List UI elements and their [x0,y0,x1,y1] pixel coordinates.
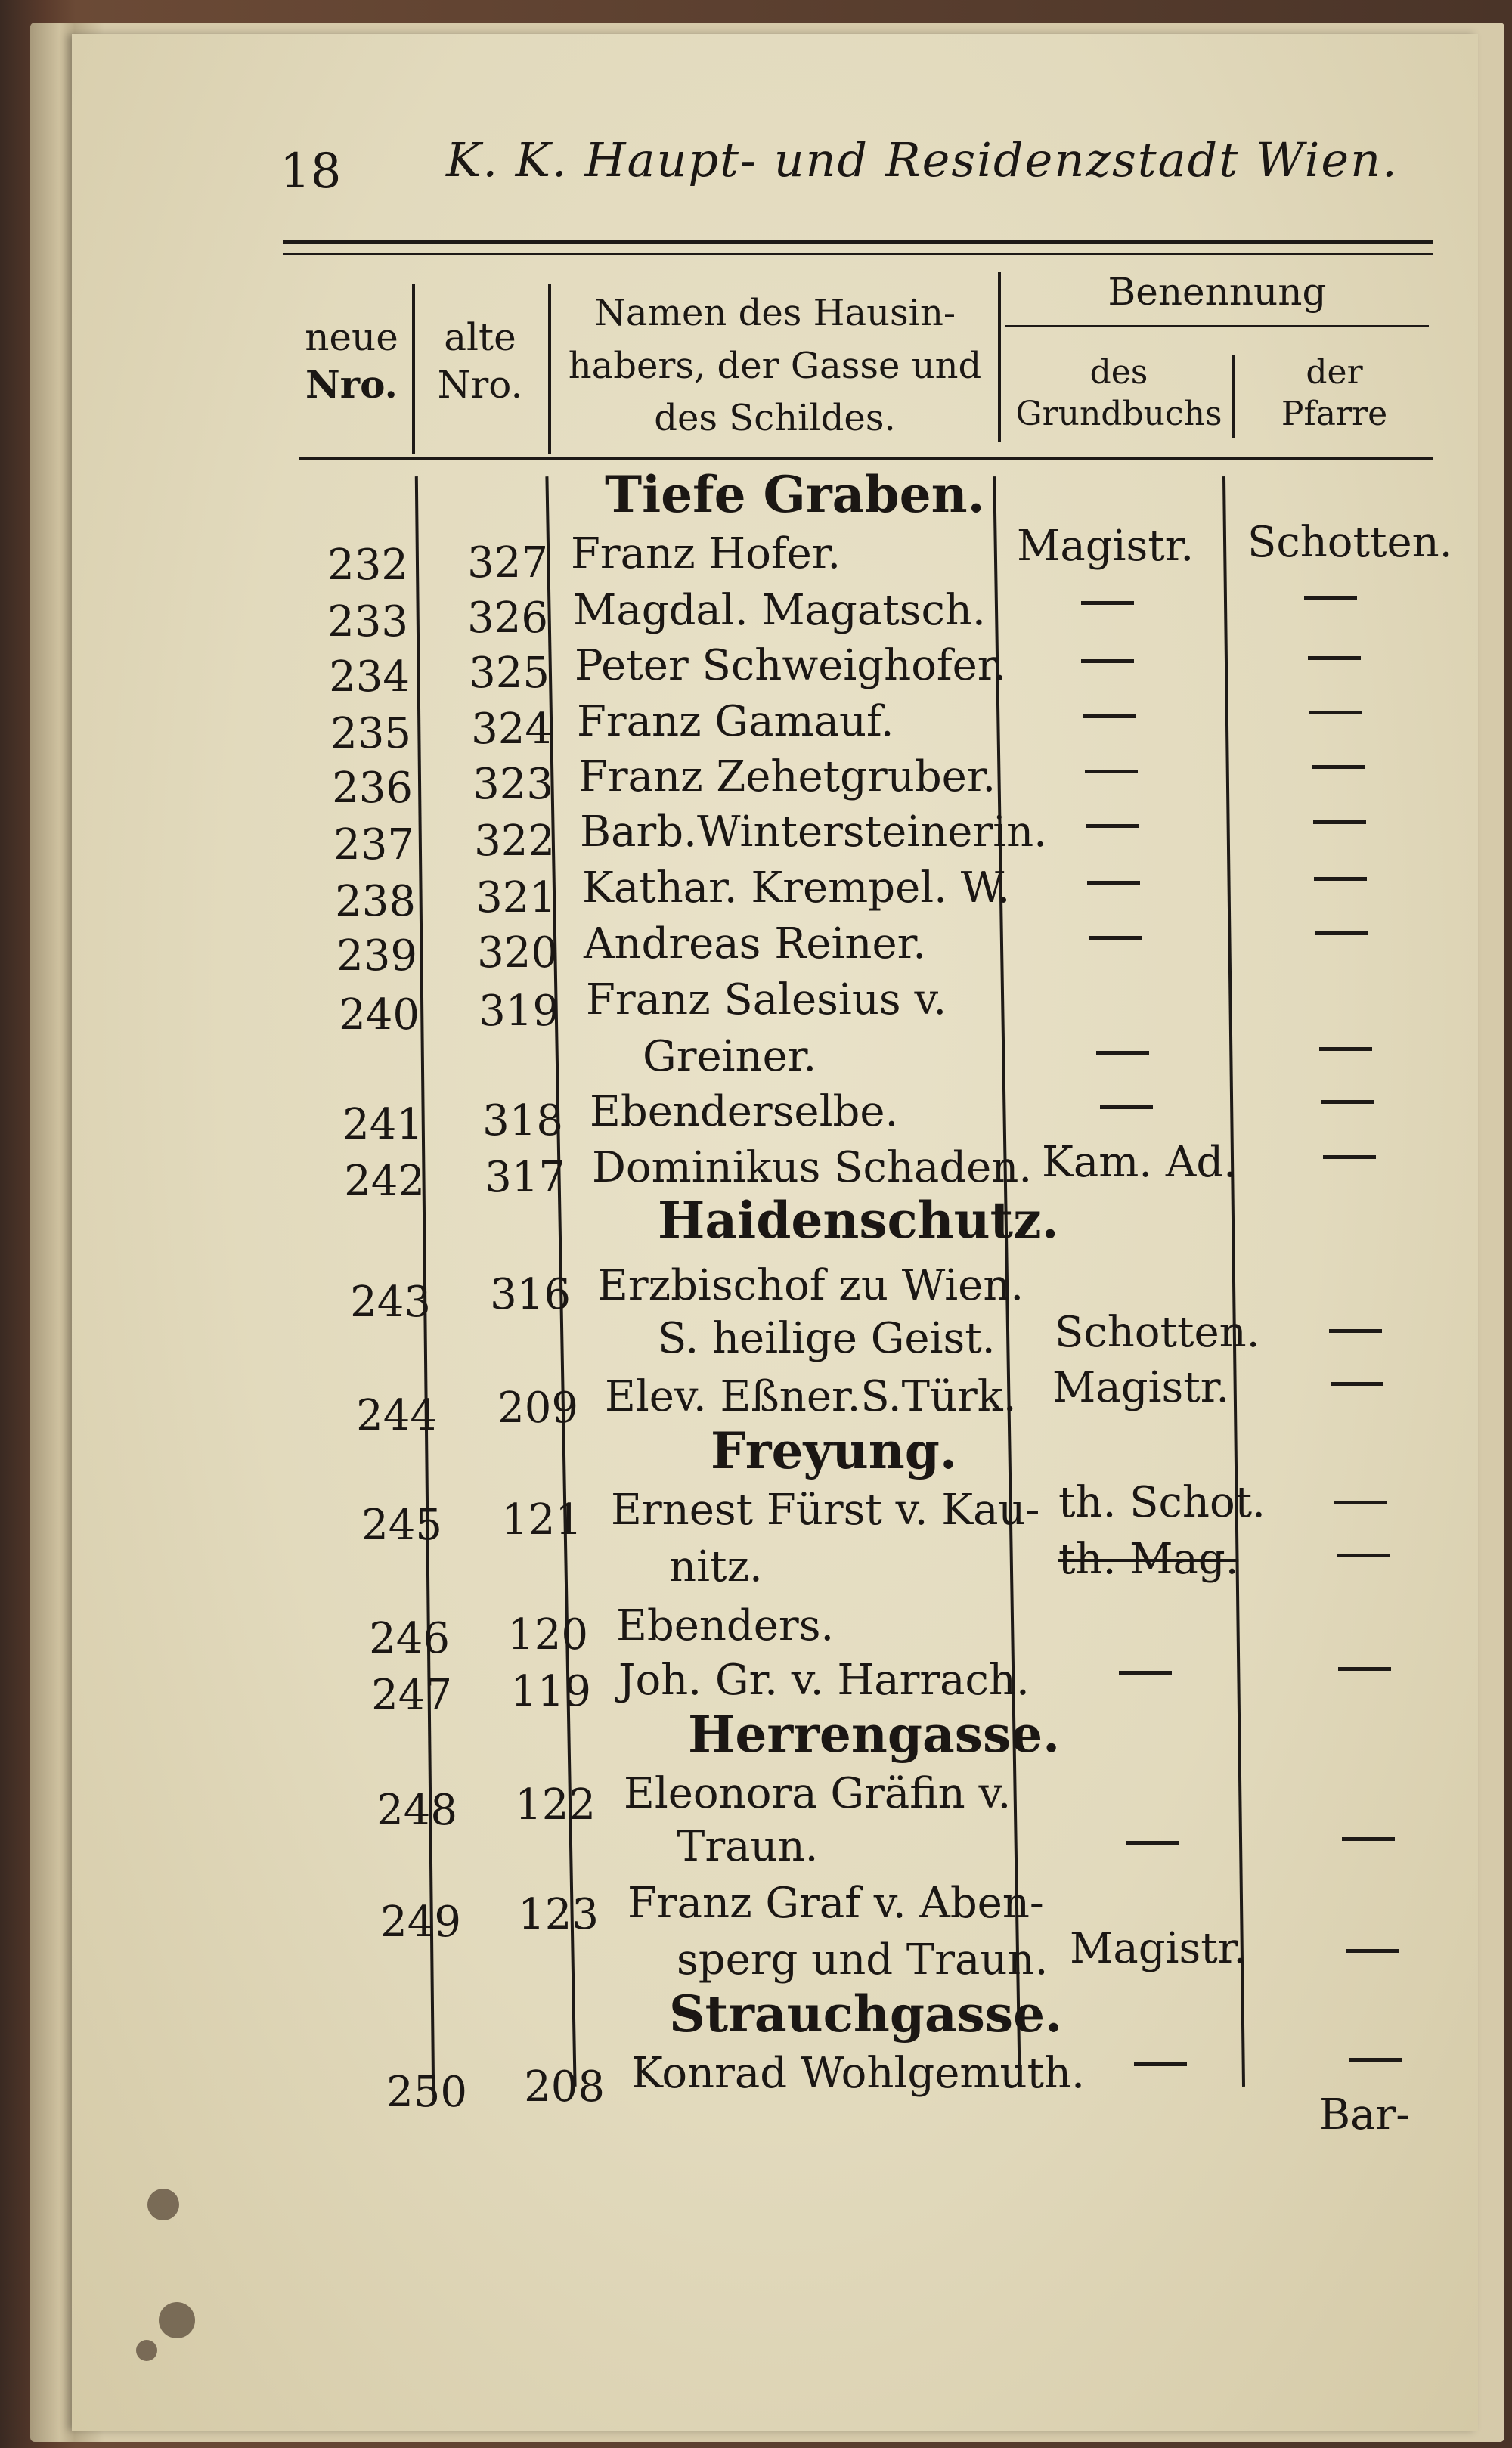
ditto-mark [1081,601,1134,605]
col-pfarre-line1: der [1306,353,1363,392]
row-pfarre: Schotten. [1247,518,1453,567]
col-alte-label: alte [444,315,516,359]
ditto-mark [1308,656,1361,660]
row-new-number: 241 [342,1100,423,1149]
row-owner-name: Franz Zehetgruber. [578,752,996,801]
row-old-number: 323 [472,760,553,809]
row-grundbuch-cont: th. Mag. [1058,1535,1239,1584]
row-grundbuch: th. Schot. [1058,1478,1266,1527]
col-names-head [559,287,990,445]
row-owner-name: Ebenders. [616,1601,835,1650]
ditto-mark [1315,931,1368,935]
row-owner-name: Joh. Gr. v. Harrach. [618,1656,1030,1705]
col-names-line2: habers, der Gasse und [568,344,982,387]
col-names-line1: Namen des Hausin- [593,292,956,334]
ditto-mark [1319,1047,1372,1051]
ditto-mark [1134,2062,1187,2066]
row-grundbuch: Kam. Ad. [1042,1138,1238,1187]
row-owner-name-cont: sperg und Traun. [677,1935,1049,1985]
col-grundbuch-head [1005,352,1232,435]
row-new-number: 245 [361,1501,442,1550]
row-new-number: 250 [386,2068,467,2117]
col-grundbuch-line1: des [1089,353,1148,392]
row-owner-name: Franz Salesius v. [586,975,947,1024]
row-owner-name-cont: Greiner. [643,1032,817,1081]
row-owner-name: Franz Hofer. [571,529,841,578]
row-old-number: 319 [479,987,559,1036]
row-old-number: 122 [515,1780,596,1830]
row-owner-name: Franz Gamauf. [577,697,894,746]
ditto-mark [1331,1382,1383,1386]
row-owner-name: Magdal. Magatsch. [573,586,986,635]
row-old-number: 120 [507,1610,588,1659]
row-new-number: 240 [339,990,420,1040]
col-grundbuch-line2: Grundbuchs [1015,395,1222,433]
row-new-number: 247 [371,1671,452,1720]
row-new-number: 237 [333,820,414,869]
ditto-mark [1309,711,1362,714]
row-new-number: 248 [376,1786,457,1835]
divider [412,284,415,454]
row-new-number: 244 [356,1391,437,1440]
section-heading: Freyung. [711,1421,957,1480]
row-new-number: 236 [332,764,413,813]
row-new-number: 239 [336,931,417,981]
row-owner-name: Barb.Wintersteinerin. [580,807,1047,857]
row-owner-name: Elev. Eßner.S.Türk. [605,1372,1017,1421]
row-old-number: 320 [477,928,558,978]
catchword: Bar- [1319,2090,1411,2140]
col-alte-nro: Nro. [437,362,523,407]
row-old-number: 324 [471,705,552,754]
ditto-mark [1085,770,1138,773]
row-old-number: 121 [501,1495,582,1545]
row-grundbuch: Magistr. [1017,522,1194,571]
row-new-number: 242 [344,1157,425,1206]
col-pfarre-head [1240,352,1429,435]
section-heading: Haidenschutz. [658,1191,1059,1250]
section-heading: Strauchgasse. [669,1985,1063,2044]
ditto-mark [1338,1667,1391,1671]
row-owner-name: Andreas Reiner. [584,919,927,968]
row-owner-name: Franz Graf v. Aben- [627,1879,1044,1928]
row-owner-name: Dominikus Schaden. [592,1143,1033,1192]
table-head-rule [299,457,1433,460]
row-owner-name: Peter Schweighofer. [575,641,1007,690]
row-new-number: 233 [327,597,408,646]
row-owner-name: Erzbischof zu Wien. [597,1261,1024,1310]
divider [1232,355,1235,438]
row-new-number: 238 [335,877,416,926]
row-old-number: 318 [482,1096,563,1145]
col-pfarre-line2: Pfarre [1281,395,1388,433]
section-heading: Herrengasse. [688,1705,1061,1764]
col-neue-head [295,314,408,408]
col-neue-nro: Nro. [305,361,398,407]
ditto-mark [1096,1051,1149,1055]
row-owner-name-cont: nitz. [669,1542,763,1591]
row-new-number: 232 [327,541,408,590]
row-owner-name-cont: Traun. [677,1822,819,1871]
row-old-number: 326 [467,593,548,643]
section-heading: Tiefe Graben. [605,465,985,524]
row-old-number: 316 [490,1270,571,1319]
ink-blot [136,2340,157,2361]
col-neue-label: neue [305,315,398,359]
row-owner-name: Ebenderselbe. [590,1087,899,1136]
ditto-mark [1334,1501,1387,1504]
ditto-mark [1346,1949,1399,1953]
row-old-number: 327 [467,538,548,587]
ditto-mark [1329,1329,1382,1333]
row-old-number: 317 [485,1153,565,1202]
row-new-number: 249 [380,1898,461,1947]
col-alte-head [423,314,537,408]
ditto-mark [1314,877,1367,881]
ditto-mark [1349,2058,1402,2062]
row-old-number: 325 [469,649,550,698]
ditto-mark [1304,596,1357,600]
ditto-mark [1100,1105,1153,1109]
row-old-number: 321 [476,873,556,922]
row-old-number: 208 [524,2062,605,2112]
benennung-rule [1005,325,1429,327]
row-new-number: 246 [369,1614,450,1663]
row-owner-name: Kathar. Krempel. W. [582,863,1011,913]
row-new-number: 243 [350,1278,431,1327]
row-old-number: 119 [510,1667,591,1716]
row-new-number: 234 [329,652,410,702]
col-names-line3: des Schildes. [654,397,896,440]
ink-blot [159,2302,195,2338]
ditto-mark [1337,1554,1390,1557]
ditto-mark [1087,881,1140,885]
col-benennung-head: Benennung [1108,270,1327,314]
ditto-mark [1083,714,1136,718]
row-old-number: 123 [518,1890,599,1939]
row-owner-name: Eleonora Gräfin v. [624,1769,1012,1818]
ditto-mark [1089,936,1142,940]
ditto-mark [1342,1837,1395,1841]
row-owner-name-cont: S. heilige Geist. [658,1314,996,1363]
header-rule [284,240,1433,244]
ditto-mark [1119,1671,1172,1675]
ditto-mark [1321,1100,1374,1104]
ditto-mark [1323,1155,1376,1159]
ditto-mark [1086,824,1139,828]
ditto-mark [1081,659,1134,663]
page-number: 18 [280,144,342,200]
header-rule [284,253,1433,255]
row-old-number: 322 [474,817,555,866]
row-owner-name: Konrad Wohlgemuth. [631,2049,1085,2098]
ditto-mark [1313,820,1366,824]
row-old-number: 209 [497,1384,578,1433]
row-owner-name: Ernest Fürst v. Kau- [611,1486,1040,1535]
row-grundbuch: Magistr. [1052,1363,1230,1412]
row-grundbuch: Magistr. [1070,1924,1247,1973]
divider [548,284,551,454]
ditto-mark [1126,1841,1179,1845]
row-new-number: 235 [330,709,411,758]
row-grundbuch: Schotten. [1055,1308,1260,1357]
running-header: K. K. Haupt- und Residenzstadt Wien. [446,132,1399,187]
ditto-mark [1312,765,1365,769]
divider [998,272,1001,442]
ink-blot [147,2189,179,2220]
